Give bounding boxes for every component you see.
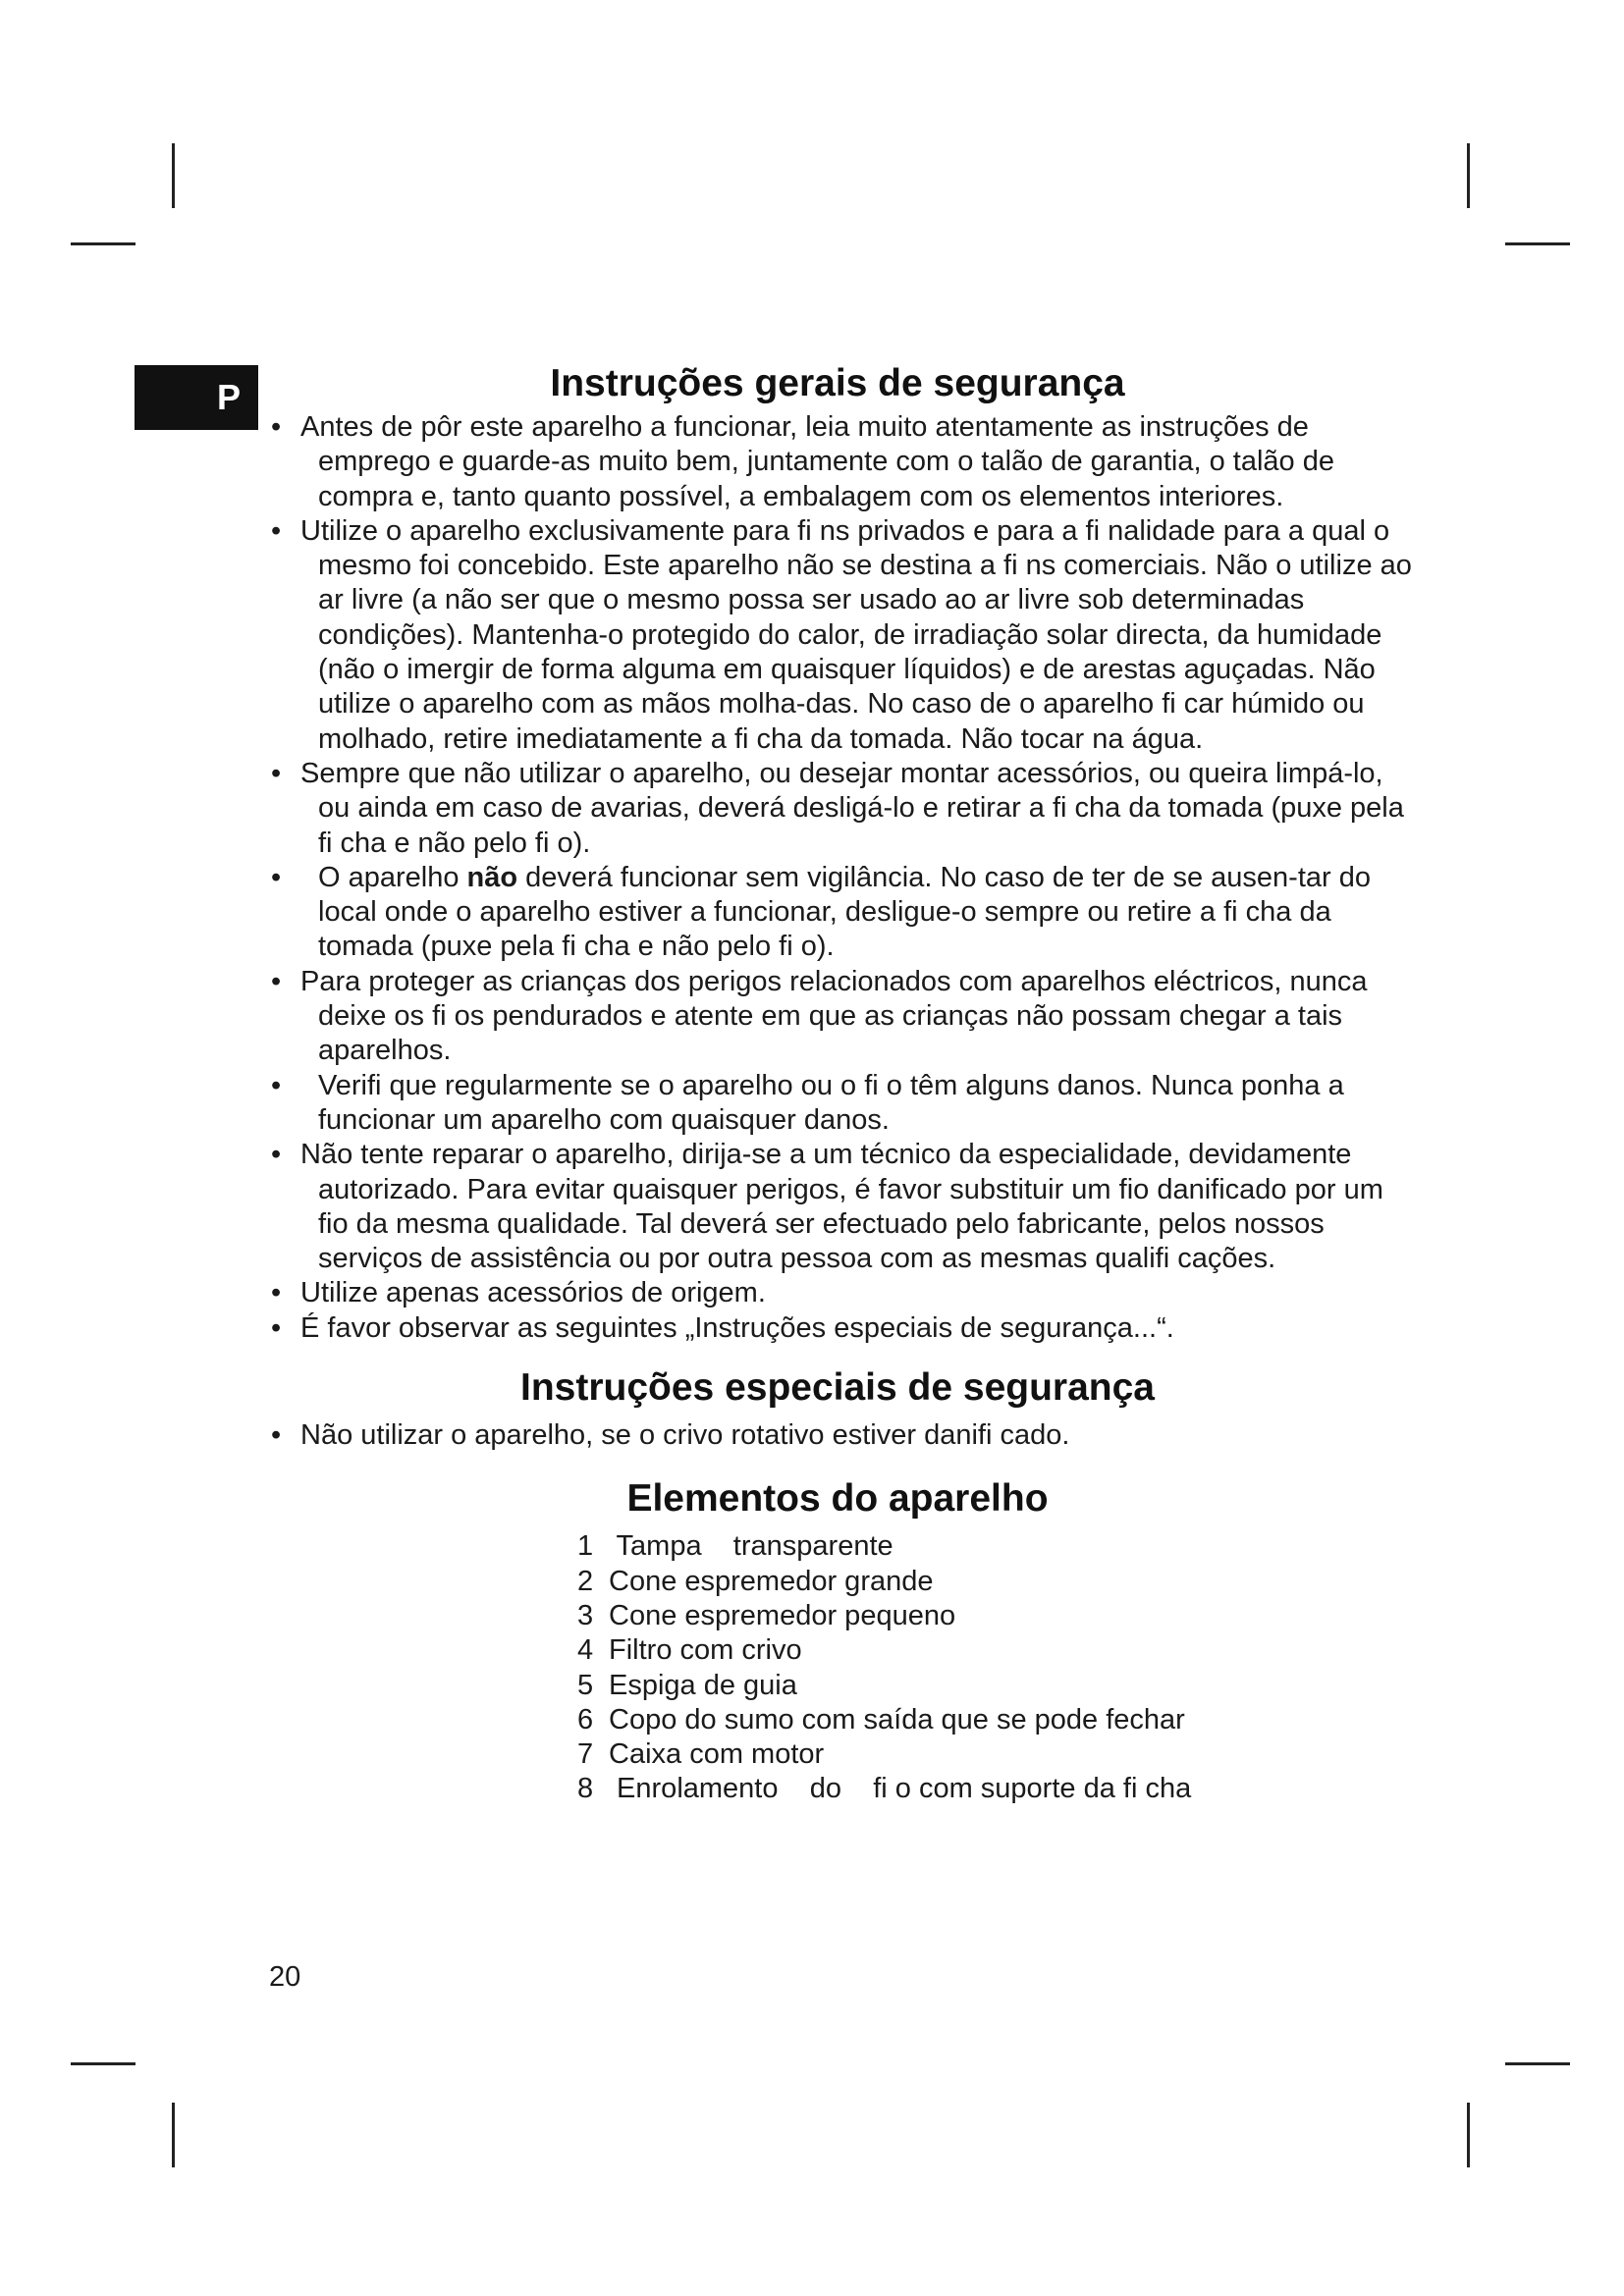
parts-list-item: [577, 1703, 1624, 1737]
list-item-text: Não tente reparar o aparelho, dirija-se a um técnico da especialidade, devidamente autorizado. Para evitar quaisquer perigos, é favor substituir um fio danificado por um fio da mesma qualidade. Tal deverá ser efectuado pelo fabricante, pelos nossos serviços de assistência ou por outra pessoa com as mesmas qualifi cações.: [300, 1139, 1383, 1275]
list-item-text: Não utilizar o aparelho, se o crivo rotativo estiver danifi cado.: [300, 1419, 1070, 1452]
language-tab: [135, 365, 258, 430]
part-label: Filtro com crivo: [609, 1634, 802, 1667]
list-item: [263, 861, 1412, 965]
bullet-icon: •: [271, 1419, 282, 1452]
list-item-text: Para proteger as crianças dos perigos relacionados com aparelhos eléctricos, nunca deixe os fi os pendurados e atente em que as crianças não possam chegar a tais aparelhos.: [300, 965, 1368, 1067]
list-item-text-part: O aparelho: [318, 861, 467, 893]
part-label: Caixa com motor: [609, 1738, 825, 1771]
crop-mark-bottom-left-horizontal: [71, 2062, 135, 2065]
parts-list-item: [577, 1633, 1624, 1668]
part-number: 3: [577, 1599, 594, 1631]
bullet-icon: •: [271, 514, 282, 547]
list-item-text: Sempre que não utilizar o aparelho, ou desejar montar acessórios, ou queira limpá-lo, ou ainda em caso de avarias, deverá desligá-lo e retirar a fi cha da tomada (puxe pela fi cha e não pelo fi o).: [300, 757, 1404, 859]
part-label: Copo do sumo com saída que se pode fechar: [609, 1703, 1185, 1735]
list-item: [263, 965, 1412, 1069]
crop-mark-top-right-vertical: [1467, 143, 1470, 208]
list-item: [263, 514, 1412, 757]
emphasis-text: não: [466, 861, 518, 893]
bullet-icon: •: [271, 1139, 282, 1171]
part-label: Espiga de guia: [609, 1669, 797, 1701]
crop-mark-top-left-horizontal: [71, 242, 135, 245]
part-label: Cone espremedor grande: [609, 1565, 934, 1597]
bullet-icon: •: [271, 861, 282, 893]
bullet-icon: •: [271, 1311, 282, 1344]
crop-mark-top-left-vertical: [172, 143, 175, 208]
part-number: 1: [577, 1530, 594, 1563]
crop-mark-bottom-right-vertical: [1467, 2103, 1470, 2167]
parts-list-item: [577, 1737, 1624, 1772]
parts-list-item: [577, 1529, 1624, 1564]
parts-list-item: [577, 1565, 1624, 1599]
special-safety-title: Instruções especiais de segurança: [520, 1366, 1155, 1410]
bullet-icon: •: [271, 757, 282, 789]
list-item-text: Verifi que regularmente se o aparelho ou o fi o têm alguns danos. Nunca ponha a funcionar um aparelho com quaisquer danos.: [318, 1069, 1344, 1136]
list-item-text: Utilize o aparelho exclusivamente para fi ns privados e para a fi nalidade para a qual o mesmo foi concebido. Este aparelho não se destina a fi ns comerciais. Não o utilize ao ar livre (a não ser que o mesmo possa ser usado ao ar livre sob determinadas condições). Mantenha-o protegido do calor, de irradiação solar directa, da humidade (não o imergir de forma alguma em quaisquer líquidos) e de arestas aguçadas. Não utilize o aparelho com as mãos molha-das. No caso de o aparelho fi car húmido ou molhado, retire imediatamente a fi cha da tomada. Não tocar na água.: [300, 514, 1412, 755]
bullet-icon: •: [271, 411, 282, 443]
crop-mark-bottom-right-horizontal: [1505, 2062, 1570, 2065]
bullet-icon: •: [271, 965, 282, 997]
parts-list-item: [577, 1599, 1624, 1633]
crop-mark-bottom-left-vertical: [172, 2103, 175, 2167]
part-label: Tampa transparente: [609, 1530, 893, 1563]
list-item: [263, 1138, 1412, 1276]
parts-list-item: [577, 1669, 1624, 1703]
part-number: 4: [577, 1634, 594, 1667]
language-tab-label: P: [216, 377, 241, 417]
general-safety-list: [263, 410, 1412, 1346]
list-item-text: [300, 861, 1412, 965]
list-item: [263, 1418, 1412, 1453]
parts-list-item: [577, 1772, 1624, 1806]
page-content: [263, 359, 1412, 1807]
part-label: Cone espremedor pequeno: [609, 1599, 956, 1631]
parts-list: [577, 1529, 1624, 1806]
list-item: [263, 1311, 1412, 1346]
part-number: 6: [577, 1703, 594, 1735]
part-number: 8: [577, 1773, 594, 1805]
list-item-text: Antes de pôr este aparelho a funcionar, leia muito atentamente as instruções de emprego e guarde-as muito bem, juntamente com o talão de garantia, o talão de compra e, tanto quanto possível, a embalagem com os elementos interiores.: [300, 411, 1334, 512]
list-item: [263, 1069, 1412, 1139]
bullet-icon: •: [271, 1277, 282, 1309]
list-item: [263, 410, 1412, 514]
part-label: Enrolamento do fi o com suporte da fi cha: [609, 1773, 1192, 1805]
part-number: 7: [577, 1738, 594, 1771]
list-item: [263, 757, 1412, 861]
page-number: 20: [269, 1961, 301, 1993]
parts-title: Elementos do aparelho: [626, 1477, 1049, 1521]
part-number: 2: [577, 1565, 594, 1597]
part-number: 5: [577, 1669, 594, 1701]
list-item-text: Utilize apenas acessórios de origem.: [300, 1277, 766, 1309]
list-item-text: É favor observar as seguintes „Instruções especiais de segurança...“.: [300, 1311, 1174, 1344]
bullet-icon: •: [271, 1069, 282, 1101]
crop-mark-top-right-horizontal: [1505, 242, 1570, 245]
list-item-text-part: deverá funcionar sem vigilância. No caso de ter de se ausen-tar do local onde o aparelho estiver a funcionar, desligue-o sempre ou retire a fi cha da tomada (puxe pela fi cha e não pelo fi o).: [318, 861, 1371, 963]
list-item: [263, 1276, 1412, 1310]
special-safety-list: [263, 1418, 1412, 1453]
general-safety-title: Instruções gerais de segurança: [550, 362, 1125, 404]
